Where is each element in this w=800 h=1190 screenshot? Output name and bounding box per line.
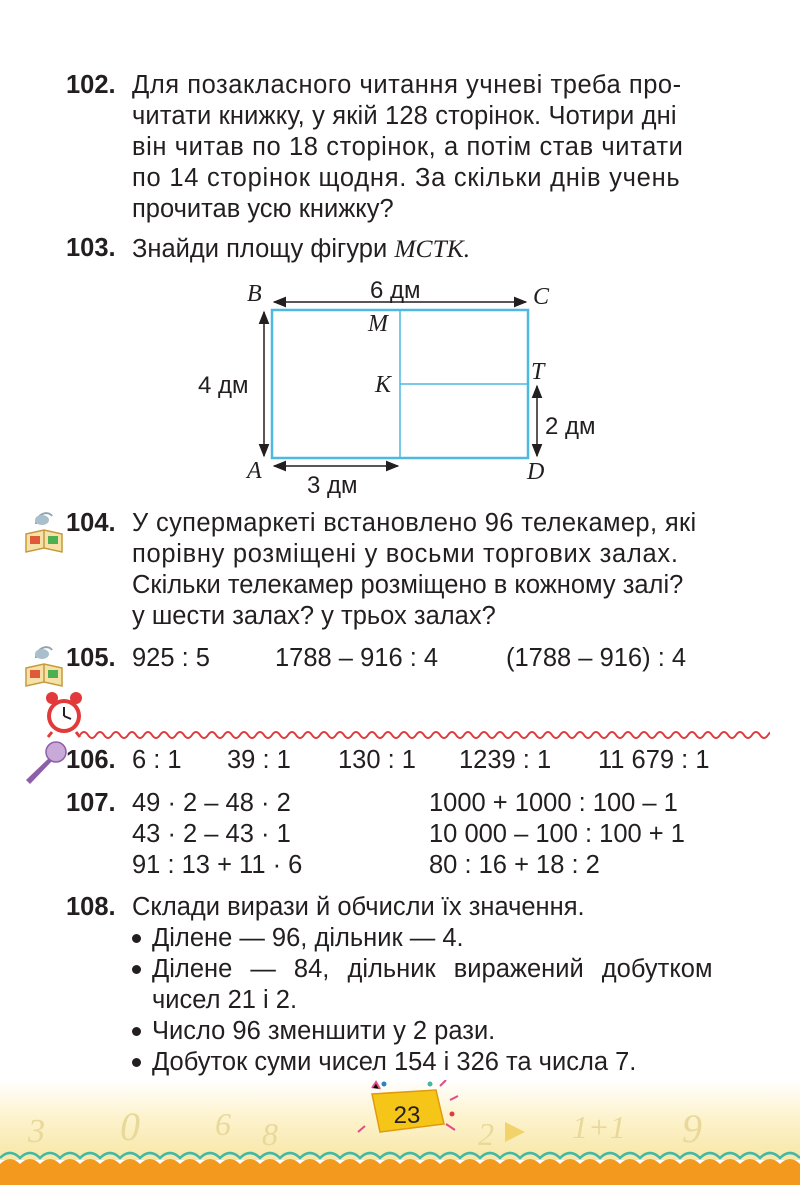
- task-text-main: Знайди площу фігури: [132, 235, 388, 263]
- expression: 43 · 2 – 43 · 1: [132, 820, 291, 848]
- text-line: прочитав усю книжку?: [132, 195, 394, 223]
- text-line: чисел 21 і 2.: [152, 986, 298, 1014]
- footer-decoration: [0, 1080, 800, 1185]
- expression: (1788 – 916) : 4: [506, 644, 687, 672]
- expression: 10 000 – 100 : 100 + 1: [429, 820, 685, 848]
- microphone-icon: [18, 740, 70, 786]
- text-line: Для позакласного читання учневі треба про-: [132, 71, 682, 99]
- text-line: Добуток суми чисел 154 і 326 та числа 7.: [152, 1048, 637, 1076]
- task-number: 105.: [66, 644, 116, 672]
- expression: 39 : 1: [227, 746, 291, 774]
- task-number: 108.: [66, 893, 116, 921]
- point-m: M: [368, 311, 388, 337]
- decor-digit: 8: [262, 1116, 278, 1152]
- point-d: D: [527, 459, 545, 485]
- point-t: T: [531, 359, 545, 385]
- label-top: 6 дм: [370, 277, 421, 304]
- expression: 80 : 16 + 18 : 2: [429, 851, 600, 879]
- expression: 6 : 1: [132, 746, 182, 774]
- bullet-dot: [132, 934, 141, 943]
- label-left: 4 дм: [198, 372, 249, 399]
- expression: 49 · 2 – 48 · 2: [132, 789, 291, 817]
- decor-digit: 9: [682, 1106, 702, 1151]
- text-line: у шести залах? у трьох залах?: [132, 602, 496, 630]
- book-lamp-icon: [18, 640, 70, 692]
- expression: 1239 : 1: [459, 746, 552, 774]
- expression: 1000 + 1000 : 100 – 1: [429, 789, 678, 817]
- figure-name: MCTK.: [394, 234, 471, 263]
- task-text: Склади вирази й обчисли їх значення.: [132, 893, 585, 921]
- text-line: Скільки телекамер розміщено в кожному залі?: [132, 571, 684, 599]
- expression: 925 : 5: [132, 644, 210, 672]
- text-line: він читав по 18 сторінок, а потім став читати: [132, 133, 684, 161]
- rectangle-diagram: [190, 275, 610, 500]
- task-text: [132, 233, 764, 265]
- point-k: K: [375, 372, 392, 398]
- text-line: У супермаркеті встановлено 96 телекамер, які: [132, 509, 697, 537]
- decor-digit: 1+1: [572, 1109, 626, 1145]
- bullet-item: [132, 1016, 764, 1047]
- expression: 11 679 : 1: [598, 746, 710, 774]
- decor-digit: 0: [120, 1104, 140, 1149]
- expression: 91 : 13 + 11 · 6: [132, 851, 303, 879]
- page-footer: [0, 1080, 800, 1185]
- point-b: B: [247, 281, 262, 307]
- decor-digit: 3: [28, 1113, 45, 1150]
- bullet-item: [132, 954, 764, 1016]
- label-right: 2 дм: [545, 413, 596, 440]
- text-line: Ділене — 84, дільник виражений добутком: [152, 955, 713, 983]
- text-line: Ділене — 96, дільник — 4.: [152, 924, 464, 952]
- expression: 1788 – 916 : 4: [275, 644, 439, 672]
- decor-digit: 2: [478, 1116, 494, 1152]
- wavy-divider: [80, 728, 770, 742]
- text-line: читати книжку, у якій 128 сторінок. Чотири дні: [132, 102, 677, 130]
- task-number: 102.: [66, 71, 116, 99]
- point-c: C: [533, 284, 550, 310]
- bullet-dot: [132, 1058, 141, 1067]
- decor-digit: 6: [215, 1106, 231, 1142]
- task-number: 103.: [66, 234, 116, 262]
- page-number: 23: [393, 1102, 421, 1129]
- task-number: 104.: [66, 509, 116, 537]
- point-a: A: [247, 458, 262, 484]
- label-bottom: 3 дм: [307, 472, 358, 499]
- task-108-bullets: [132, 923, 764, 1078]
- bullet-dot: [132, 1027, 141, 1036]
- bullet-item: [132, 923, 764, 954]
- bullet-item: [132, 1047, 764, 1078]
- task-number: 107.: [66, 789, 116, 817]
- text-line: Число 96 зменшити у 2 рази.: [152, 1017, 496, 1045]
- book-lamp-icon: [18, 506, 70, 558]
- expression: 130 : 1: [338, 746, 416, 774]
- text-line: по 14 сторінок щодня. За скільки днів учень: [132, 164, 681, 192]
- task-number: 106.: [66, 746, 116, 774]
- text-line: порівну розміщені у восьми торгових залах.: [132, 540, 679, 568]
- task-text: [132, 508, 764, 632]
- task-text: [132, 70, 764, 225]
- bullet-dot: [132, 965, 141, 974]
